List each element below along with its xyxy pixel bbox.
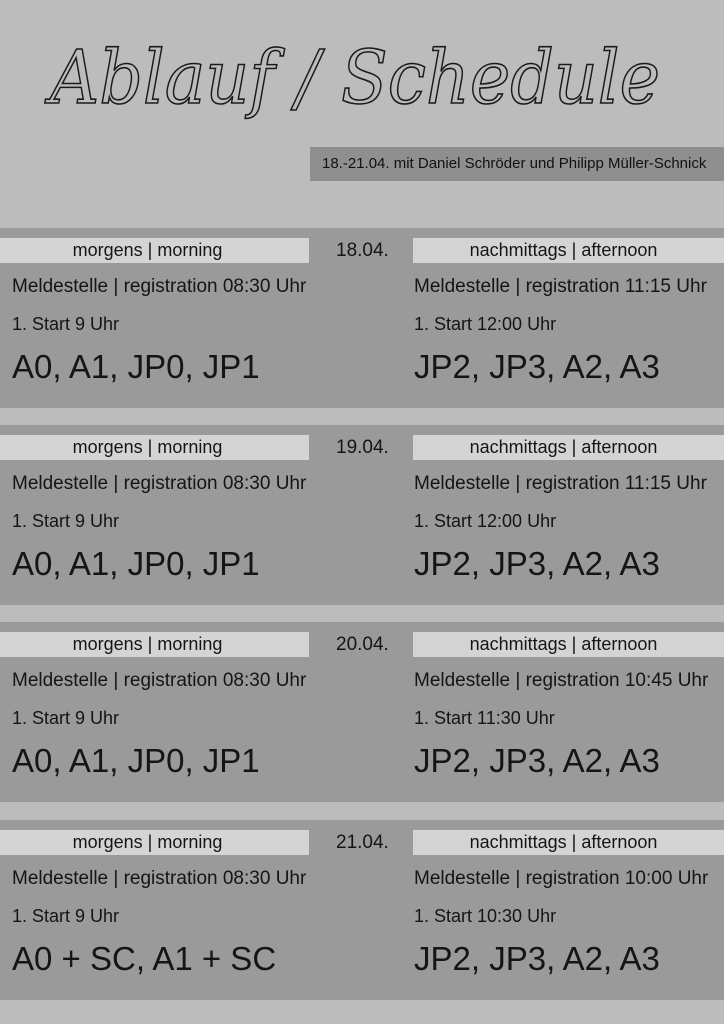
morning-groups: A0, A1, JP0, JP1 [12,742,260,779]
morning-start: 1. Start 9 Uhr [12,511,120,531]
morning-groups: A0 + SC, A1 + SC [12,940,277,977]
afternoon-groups: JP2, JP3, A2, A3 [414,940,660,977]
afternoon-header: nachmittags | afternoon [413,632,724,657]
afternoon-start: 1. Start 10:30 Uhr [414,906,557,926]
date-label: 18.04. [336,240,389,261]
day-section [0,820,724,1000]
day-section [0,622,724,802]
date-label: 19.04. [336,437,389,458]
morning-header: morgens | morning [0,435,309,460]
morning-groups: A0, A1, JP0, JP1 [12,348,260,385]
afternoon-header: nachmittags | afternoon [413,238,724,263]
morning-registration: Meldestelle | registration 08:30 Uhr [12,276,307,297]
date-label: 21.04. [336,832,389,853]
morning-registration: Meldestelle | registration 08:30 Uhr [12,670,307,691]
afternoon-registration: Meldestelle | registration 11:15 Uhr [414,473,707,494]
morning-header: morgens | morning [0,238,309,263]
morning-registration: Meldestelle | registration 08:30 Uhr [12,473,307,494]
morning-groups: A0, A1, JP0, JP1 [12,545,260,582]
afternoon-groups: JP2, JP3, A2, A3 [414,545,660,582]
subtitle: 18.-21.04. mit Daniel Schröder und Philipp Müller-Schnick [310,147,724,181]
day-section [0,228,724,408]
afternoon-start: 1. Start 12:00 Uhr [414,511,557,531]
page-title [30,15,680,135]
morning-start: 1. Start 9 Uhr [12,708,120,728]
afternoon-header: nachmittags | afternoon [413,435,724,460]
morning-start: 1. Start 9 Uhr [12,906,120,926]
afternoon-registration: Meldestelle | registration 10:45 Uhr [414,670,709,691]
afternoon-groups: JP2, JP3, A2, A3 [414,742,660,779]
morning-registration: Meldestelle | registration 08:30 Uhr [12,868,307,889]
afternoon-groups: JP2, JP3, A2, A3 [414,348,660,385]
morning-header: morgens | morning [0,830,309,855]
morning-start: 1. Start 9 Uhr [12,314,120,334]
morning-header: morgens | morning [0,632,309,657]
date-label: 20.04. [336,634,389,655]
day-section [0,425,724,605]
svg-text:Ablauf / Schedule: Ablauf / Schedule [44,35,661,121]
afternoon-start: 1. Start 11:30 Uhr [414,708,555,728]
afternoon-header: nachmittags | afternoon [413,830,724,855]
afternoon-start: 1. Start 12:00 Uhr [414,314,557,334]
afternoon-registration: Meldestelle | registration 11:15 Uhr [414,276,707,297]
afternoon-registration: Meldestelle | registration 10:00 Uhr [414,868,709,889]
